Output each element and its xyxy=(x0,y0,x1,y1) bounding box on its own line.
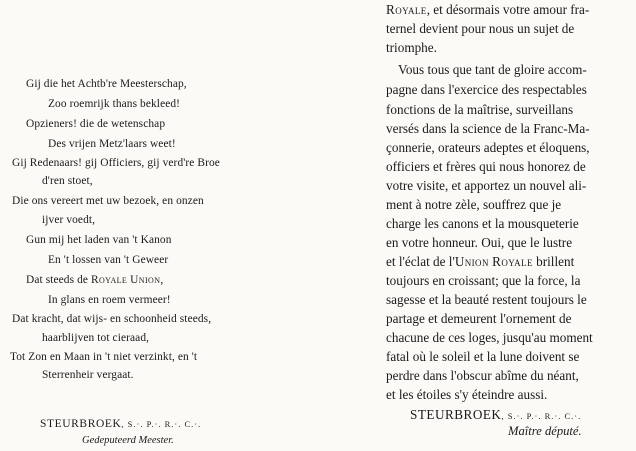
signature-abbreviation: , S.·. P.·. R.·. C.·. xyxy=(501,411,582,421)
verse-line: ijver voedt, xyxy=(42,214,96,226)
right-page xyxy=(318,0,636,451)
signature-surname: STEURBROEK xyxy=(410,407,502,422)
prose-line: sagesse et la beauté restent toujours le xyxy=(386,292,587,307)
verse-line: Des vrijen Metz'laars weet! xyxy=(48,138,176,150)
prose-line: officiers et frères qui nous honorez de xyxy=(386,159,586,174)
prose-line: perdre dans l'obscur abîme du néant, xyxy=(386,368,579,383)
verse-line: Gij Redenaars! gij Officiers, gij verd're Broe xyxy=(12,157,220,169)
prose-line: et l'éclat de l'Union Royale brillent xyxy=(386,254,575,269)
prose-line: votre visite, et apportez un nouvel ali- xyxy=(386,178,587,193)
prose-line: Royale, et désormais votre amour fra- xyxy=(386,2,590,17)
prose-line: Vous tous que tant de gloire accom- xyxy=(398,62,587,77)
verse-line: Dat steeds de Royale Union, xyxy=(26,274,164,286)
prose-line: charge les canons et la mousqueterie xyxy=(386,216,579,231)
prose-line: partage et demeurent l'ornement de xyxy=(386,311,572,326)
prose-line: fonctions de la maîtrise, surveillans xyxy=(386,102,574,117)
verse-line: Gun mij het laden van 't Kanon xyxy=(26,234,172,246)
verse-line: Opzieners! die de wetenschap xyxy=(26,118,166,130)
verse-line: Dat kracht, dat wijs- en schoonheid steeds, xyxy=(12,313,212,325)
verse-line: Zoo roemrijk thans bekleed! xyxy=(48,98,181,110)
prose-line: çonnerie, orateurs adeptes et éloquens, xyxy=(386,140,590,155)
prose-line: ment à notre zèle, souffrez que je xyxy=(386,197,562,212)
prose-line: ternel devient pour nous un sujet de xyxy=(386,21,575,36)
prose-line: en votre honneur. Oui, que le lustre xyxy=(386,235,573,250)
verse-line: haarblijven tot cieraad, xyxy=(42,332,150,344)
verse-line: Die ons vereert met uw bezoek, en onzen xyxy=(12,195,204,207)
verse-line: En 't lossen van 't Geweer xyxy=(48,254,169,266)
verse-line: Gij die het Achtb're Meesterschap, xyxy=(26,78,187,90)
signature-surname: STEURBROEK xyxy=(40,418,122,430)
verse-line: Tot Zon en Maan in 't niet verzinkt, en 't xyxy=(10,351,198,363)
prose-line: chacune de ces loges, jusqu'au moment xyxy=(386,330,593,345)
prose-line: pagne dans l'exercice des respectables xyxy=(386,82,587,97)
verse-line: Sterrenheir vergaat. xyxy=(42,369,134,381)
prose-line: triomphe. xyxy=(386,40,437,55)
prose-line: versés dans la science de la Franc-Ma- xyxy=(386,121,590,136)
signature-abbreviation: , S.·. P.·. R.·. C.·. xyxy=(121,419,202,429)
prose-line: toujours en croissant; que la force, la xyxy=(386,273,581,288)
signature-name xyxy=(40,418,201,430)
prose-line: et les étoiles s'y éteindre aussi. xyxy=(386,387,548,402)
verse-line: In glans en roem vermeer! xyxy=(48,294,171,306)
verse-line: d'ren stoet, xyxy=(42,175,93,187)
signature-title: Gedeputeerd Meester. xyxy=(82,435,174,446)
signature-title: Maître député. xyxy=(508,424,582,438)
prose-line: fatal où le soleil et la lune doivent se xyxy=(386,349,580,364)
signature-name xyxy=(410,407,581,423)
